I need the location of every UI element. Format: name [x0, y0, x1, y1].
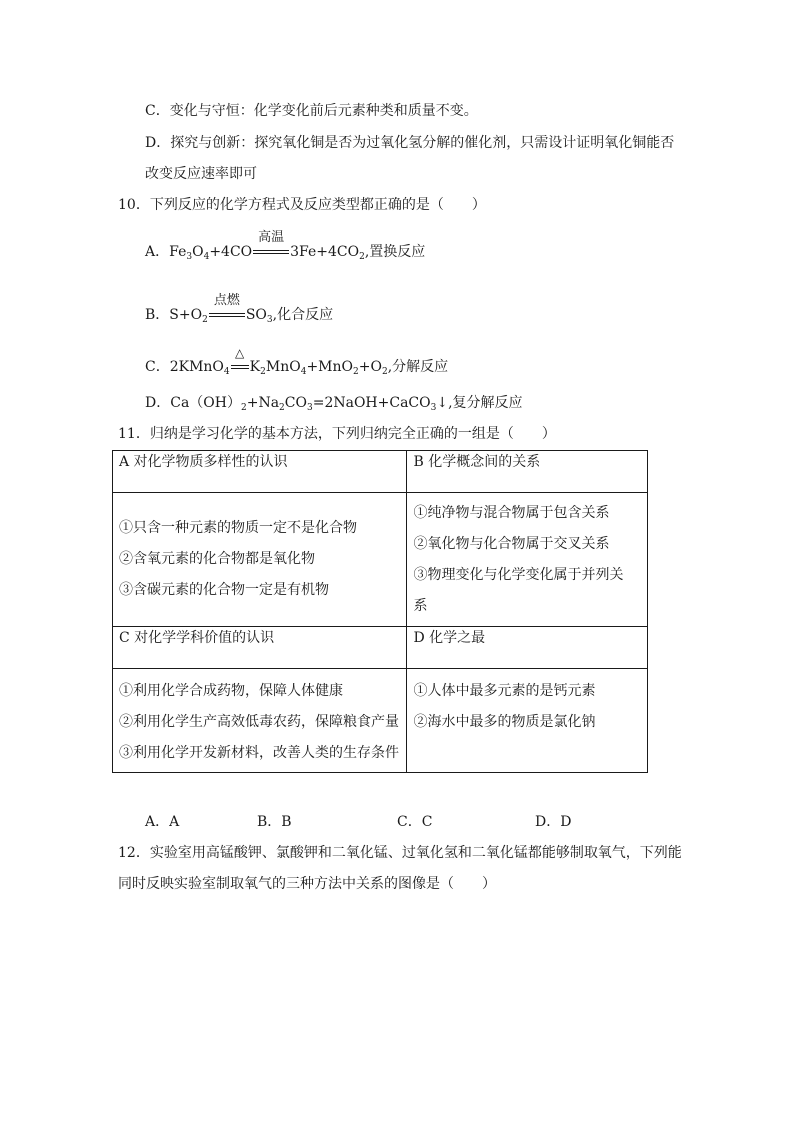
cell-b-items	[407, 493, 648, 627]
reaction-type: ,置换反应	[364, 244, 426, 260]
cell-c-items	[113, 669, 407, 773]
q11-option-c: C．C	[397, 814, 433, 830]
cell-c-head: C 对化学学科价值的认识	[113, 627, 407, 669]
subscript: 3	[306, 403, 313, 413]
formula-part: +Na	[246, 395, 280, 411]
subscript: 2	[359, 252, 365, 262]
list-item: ③利用化学开发新材料，改善人类的生存条件	[119, 745, 399, 761]
cell-d-head: D 化学之最	[407, 627, 648, 669]
formula-part: +O	[358, 359, 382, 375]
formula-part: +4CO	[209, 244, 253, 260]
formula-part: +MnO	[306, 359, 353, 375]
reaction-condition: 点燃	[213, 293, 240, 308]
option-label: B．	[145, 307, 170, 323]
q9-option-c: C．变化与守恒：化学变化前后元素种类和质量不变。	[145, 103, 478, 119]
formula-part: O	[192, 244, 204, 260]
q9-option-d-line2: 改变反应速率即可	[145, 166, 257, 182]
subscript: 3	[266, 315, 273, 325]
formula-part: MnO	[265, 359, 301, 375]
reaction-condition: △	[235, 346, 245, 360]
subscript: 2	[353, 367, 359, 377]
list-item: 系	[413, 598, 428, 614]
reaction-condition-arrow	[209, 293, 245, 321]
q10-option-d	[145, 393, 523, 418]
q10-option-b	[145, 293, 334, 330]
reaction-type: ,化合反应	[272, 307, 334, 323]
formula-part: SO	[245, 307, 267, 323]
reaction-type: ,分解反应	[387, 359, 449, 375]
list-item: ①纯净物与混合物属于包含关系	[413, 505, 610, 521]
q11-stem: 11．归纳是学习化学的基本方法，下列归纳完全正确的一组是（ ）	[118, 426, 556, 442]
subscript: 2	[240, 403, 247, 413]
subscript: 4	[223, 367, 230, 377]
list-item: ③含碳元素的化合物一定是有机物	[119, 582, 329, 598]
list-item: ②氧化物与化合物属于交叉关系	[413, 536, 610, 552]
q10-stem: 10．下列反应的化学方程式及反应类型都正确的是（ ）	[118, 197, 486, 213]
q10-option-c	[145, 346, 449, 382]
q12-stem-line2: 同时反映实验室制取氧气的三种方法中关系的图像是（ ）	[118, 876, 496, 892]
subscript: 2	[260, 367, 266, 377]
q9-option-d-line1: D．探究与创新：探究氧化铜是否为过氧化氢分解的催化剂，只需设计证明氧化铜能否	[145, 135, 675, 151]
subscript: 3	[430, 403, 437, 413]
table-row	[113, 493, 648, 627]
q11-summary-table	[112, 450, 648, 773]
cell-b-head: B 化学概念间的关系	[407, 451, 648, 493]
q11-option-b: B．B	[257, 814, 292, 830]
subscript: 4	[203, 252, 210, 262]
q12-stem-line1: 12．实验室用高锰酸钾、氯酸钾和二氧化锰、过氧化氢和二氧化锰都能够制取氧气，下列能	[118, 845, 682, 861]
subscript: 3	[186, 252, 193, 262]
formula-part: S+O	[169, 307, 203, 323]
list-item: ①人体中最多元素的是钙元素	[413, 683, 596, 699]
q11-option-a: A．A	[145, 814, 180, 830]
reaction-condition-arrow	[231, 346, 249, 373]
list-item: ②海水中最多的物质是氯化钠	[413, 714, 596, 730]
cell-d-items	[407, 669, 648, 773]
cell-a-head: A 对化学物质多样性的认识	[113, 451, 407, 493]
formula-part: Fe	[169, 244, 187, 260]
option-label: A．	[145, 244, 170, 260]
q10-option-a	[145, 230, 426, 267]
list-item: ①利用化学合成药物，保障人体健康	[119, 683, 343, 699]
table-row	[113, 451, 648, 493]
formula-part: 2KMnO	[169, 359, 224, 375]
table-row	[113, 669, 648, 773]
subscript: 2	[381, 367, 388, 377]
reaction-condition-arrow	[253, 230, 289, 258]
formula-part: =2NaOH+CaCO	[312, 395, 431, 411]
option-label: C．	[145, 359, 170, 375]
list-item: ①只含一种元素的物质一定不是化合物	[119, 520, 357, 536]
cell-a-items	[113, 493, 407, 627]
table-row	[113, 627, 648, 669]
reaction-condition: 高温	[258, 230, 285, 245]
formula-part: 3Fe+4CO	[290, 244, 360, 260]
subscript: 2	[279, 403, 285, 413]
formula-part: Ca（OH）	[170, 395, 241, 411]
formula-part: K	[249, 359, 261, 375]
list-item: ②利用化学生产高效低毒农药，保障粮食产量	[119, 714, 399, 730]
formula-part: ↓,复分解反应	[436, 395, 523, 411]
list-item: ③物理变化与化学变化属于并列关	[413, 567, 624, 583]
q11-option-d: D．D	[535, 814, 572, 830]
subscript: 4	[300, 367, 307, 377]
list-item: ②含氧元素的化合物都是氧化物	[119, 551, 315, 567]
subscript: 2	[202, 315, 208, 325]
formula-part: CO	[284, 395, 307, 411]
option-label: D．	[145, 395, 171, 411]
